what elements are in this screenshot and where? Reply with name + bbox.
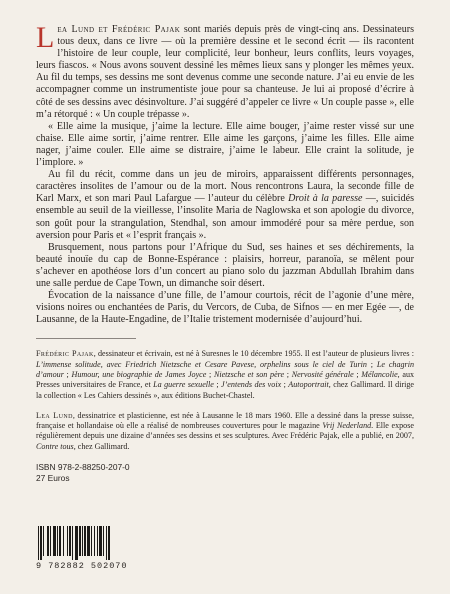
barcode-bar	[38, 526, 39, 560]
barcode-bar	[106, 526, 107, 560]
main-text	[36, 21, 414, 326]
barcode-bar	[63, 526, 64, 556]
barcode	[36, 526, 148, 572]
barcode-bar	[103, 526, 104, 556]
barcode-bar	[87, 526, 90, 556]
paragraph-contrasts: « Elle aime la musique, j’aime la lecture. Elle aime bouger, j’aime rester vissé sur une chaise. Elle aime sortir, j’aime rentrer. Elle aime les garçons, j’aime les filles. Elle aime nager, j’aime couler. Elle aime se distraire, j’aime le labeur. Elle craint la solitude, je l’implore. »	[36, 120, 414, 169]
barcode-bar	[57, 526, 58, 556]
barcode-bar	[72, 526, 73, 560]
paragraph-south-africa: Brusquement, nous partons pour l’Afrique du Sud, ses haines et ses déchirements, la beauté inouïe du cap de Bonne-Espérance : plaisirs, horreur, paranoïa, se mêlent pour s’achever en apothéose lors d’un concert au piano solo du jazzman Abdullah Ibrahim dans une salle perdue de Cape Town, un dimanche soir désert.	[36, 241, 414, 289]
barcode-bar	[99, 526, 102, 556]
barcode-bar	[43, 526, 44, 556]
barcode-bar	[75, 526, 78, 560]
bio-lund: Lea Lund, dessinatrice et plasticienne, est née à Lausanne le 18 mars 1960. Elle a dessiné dans la presse suisse, française et hollandaise où elle a réalisé de nombreuses couvertures pour le magazine Vrij Nederland. Elle expose régulièrement depuis une dizaine d’années ses dessins et ses sculptures. Avec Frédéric Pajak, elle a publié, en 2007, Contre tous, chez Gallimard.	[36, 410, 415, 451]
barcode-bar	[79, 526, 81, 556]
barcode-bar	[91, 526, 92, 556]
barcode-bar	[94, 526, 95, 556]
barcode-bars	[36, 526, 148, 560]
barcode-bar	[53, 526, 56, 556]
barcode-bar	[82, 526, 83, 556]
bio-pajak: Frédéric Pajak, dessinateur et écrivain, est né à Suresnes le 10 décembre 1955. Il est l’auteur de plusieurs livres : L’immense solitude, avec Friedrich Nietzsche et Cesare Pavese, orphelins sous le ciel de Turin ; Le chagrin d’amour ; Humour, une biographie de James Joyce ; Nietzsche et son père ; Nervosité générale ; Mélancolie, aux Presses universitaires de France, et La guerre sexuelle ; J’entends des voix ; Autoportrait, chez Gallimard. Il dirige la collection « Les Cahiers dessinés », aux éditions Buchet-Chastel.	[36, 349, 415, 400]
barcode-bar	[50, 526, 51, 556]
barcode-bar	[59, 526, 61, 556]
barcode-bar	[69, 526, 71, 556]
barcode-bar	[40, 526, 42, 560]
price: 27 Euros	[36, 473, 70, 484]
divider	[36, 338, 136, 339]
drop-cap: L	[36, 21, 55, 54]
author-names: ea Lund et Frédéric Pajak	[57, 24, 181, 35]
publication-info	[36, 462, 414, 484]
barcode-bar	[108, 526, 110, 560]
barcode-bar	[84, 526, 86, 556]
barcode-bar	[47, 526, 49, 556]
paragraph-evocation: Évocation de la naissance d’une fille, de l’amour courtois, récit de l’agonie d’une mère, visions noires ou enchantées de Paris, du Vercors, de Cuba, de Sifnos — en mer Egée —, de Lausanne, de la Haute-Engadine, de l’Italie tristement modernisée d’aujourd’hui.	[36, 290, 414, 326]
barcode-bar	[97, 526, 98, 556]
barcode-digits: 9 782882 502070	[36, 561, 128, 571]
paragraph-intro: Lea Lund et Frédéric Pajak sont mariés depuis près de vingt-cinq ans. Dessinateurs tous deux, dans ce livre — où la première dessine et le second écrit — ils racontent l’histoire de leur couple, leur complicité, leur bonheur, leurs conflits, leurs voyages, leurs fiascos. « Nous avons souvent dessiné les mêmes lieux sans y plonger les mêmes yeux. Au fil du temps, ses dessins me sont devenus comme une seconde nature. J’ai eu envie de les accompagner comme un instrumentiste joue pour sa chanteuse. Je lui ai proposé d’écrire à côté de ses dessins avec désinvolture. J’ai suggéré d’appeler ce livre « Un couple passe », elle m’a rétorqué : « Un couple trépasse ».	[36, 21, 414, 120]
barcode-bar	[67, 526, 68, 556]
isbn: ISBN 978-2-88250-207-0	[36, 462, 130, 473]
paragraph-characters: Au fil du récit, comme dans un jeu de miroirs, apparaissent différents personnages, caractères insolites de l’amour ou de la mort. Nous rencontrons Laura, la seconde fille de Karl Marx, et son mari Paul Lafargue — l’auteur du célèbre Droit à la paresse —, suicidés ensemble au seuil de la vieillesse, l’insolite Maria de Naglowska et son apologie du divorce, son goût pour la strangulation, Stendhal, son amour immodéré pour sa mère perdue, son aversion pour Paris et « l’esprit français ».	[36, 169, 414, 241]
